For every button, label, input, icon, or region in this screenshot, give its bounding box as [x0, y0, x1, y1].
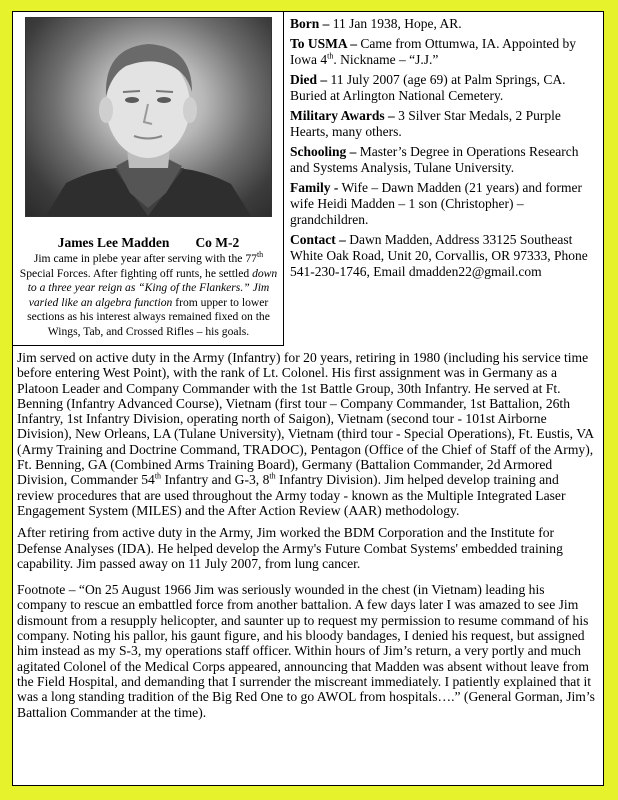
fact-born	[290, 16, 600, 32]
fact-died	[290, 72, 600, 104]
portrait-illustration	[26, 18, 271, 216]
fact-schooling	[290, 144, 600, 176]
bio-italic: down to a three year reign as “King of the Flankers.” Jim varied like an algebra function	[27, 266, 278, 309]
memorial-page	[12, 11, 604, 786]
usma-sup: th	[327, 51, 334, 61]
career-text-3: Infantry Division). Jim helped develop training and review procedures that are used throughout the Army today - known as the Multiple Integrated Laser Engagement System (MILES) and the After Action Review (AAR) methodology.	[17, 472, 566, 518]
header-section	[13, 12, 603, 346]
cadet-name-line	[13, 235, 284, 251]
died-label: Died –	[290, 72, 328, 87]
retirement-paragraph: After retiring from active duty in the Army, Jim worked the BDM Corporation and the Institute for Defense Analyses (IDA). He helped develop the Army's Future Combat Systems' embedded training capability. Jim passed away on 11 July 2007, from lung cancer.	[17, 525, 563, 571]
career-sup-2: th	[269, 471, 276, 481]
bio-text-2: Special Forces. After fighting off runts, he settled	[19, 266, 253, 280]
bio-text-1: Jim came in plebe year after serving with the 77	[33, 252, 257, 265]
contact-value: Dawn Madden, Address 33125 Southeast White Oak Road, Unit 20, Corvallis, OR 97333, Phone 541-230-1746, Email dmadden22@gmail.com	[290, 232, 588, 279]
footnote-paragraph: Footnote – “On 25 August 1966 Jim was seriously wounded in the chest (in Vietnam) leading his company to rescue an embattled force from another battalion. A few days later I was amazed to see Jim dismount from a resupply helicopter, and saunter up to request my permission to resume command of his company. Noting his pallor, his gaunt figure, and his bloody bandages, I denied his request, but assigned him instead as my S-3, my operations staff officer. Within hours of Jim’s return, a very portly and much agitated Colonel of the Medical Corps appeared, announcing that Madden was absent without leave from the Field Hospital, and demanding that I surrender the miscreant immediately. I patiently explained that it was a long standing tradition of the Big Red One to go AWOL from hospitals….” (General Gorman, Jim’s Battalion Commander at the time).	[17, 582, 595, 720]
contact-label: Contact –	[290, 232, 346, 247]
born-label: Born –	[290, 16, 330, 31]
cadet-portrait-photo	[25, 17, 272, 217]
fact-awards	[290, 108, 600, 140]
cadet-name: James Lee Madden	[57, 235, 170, 250]
schooling-label: Schooling –	[290, 144, 357, 159]
born-value: 11 Jan 1938, Hope, AR.	[329, 16, 462, 31]
awards-label: Military Awards –	[290, 108, 395, 123]
facts-panel	[290, 16, 600, 284]
fact-contact	[290, 232, 600, 280]
usma-value: Came from Ottumwa, IA. Appointed by Iowa 4	[290, 36, 576, 67]
bio-text-3: from upper to lower sections as his interest always remained fixed on the Wings, Tab, and Crossed Rifles – his goals.	[27, 295, 270, 338]
awards-value: 3 Silver Star Medals, 2 Purple Hearts, many others.	[290, 108, 561, 139]
family-label: Family -	[290, 180, 339, 195]
profile-panel	[13, 12, 284, 346]
usma-value-post: . Nickname – “J.J.”	[333, 52, 439, 67]
fact-usma	[290, 36, 600, 68]
bio-sup: th	[256, 250, 264, 260]
career-paragraph	[17, 350, 597, 518]
family-value: Wife – Dawn Madden (21 years) and former wife Heidi Madden – 1 son (Christopher) – grandchildren.	[290, 180, 582, 227]
career-text-2: Infantry and G-3, 8	[161, 472, 270, 488]
cadet-company: Co M-2	[195, 235, 240, 250]
usma-label: To USMA –	[290, 36, 358, 51]
career-sup-1: th	[154, 471, 162, 481]
career-text-1: Jim served on active duty in the Army (Infantry) for 20 years, retiring in 1980 (including his service time before entering West Point), with the rank of Lt. Colonel. His first assignment was in Germany as a Platoon Leader and Company Commander with the 1st Battle Group, 30th Infantry. He served at Ft. Benning (Infantry Advanced Course), Vietnam (first tour – Company Commander, 1st Battalion, 26th Infantry, 1st Infantry Division, operating north of Saigon), Vietnam (second tour - 101st Airborne Division), New Orleans, LA (Tulane University), Vietnam (third tour - Special Operations), Ft. Eustis, VA (Army Training and Doctrine Command, TRADOC), Pentagon (Office of the Chief of Staff of the Army), Ft. Benning, GA (Combined Arms Training Board), Germany (Battalion Commander, 2d Armored Division, Commander 54	[17, 350, 594, 488]
career-narrative	[17, 350, 597, 727]
died-value: 11 July 2007 (age 69) at Palm Springs, CA. Buried at Arlington National Cemetery.	[290, 72, 566, 103]
cadet-bio	[17, 252, 280, 340]
schooling-value: Master’s Degree in Operations Research and Systems Analysis, Tulane University.	[290, 144, 579, 175]
fact-family	[290, 180, 600, 228]
